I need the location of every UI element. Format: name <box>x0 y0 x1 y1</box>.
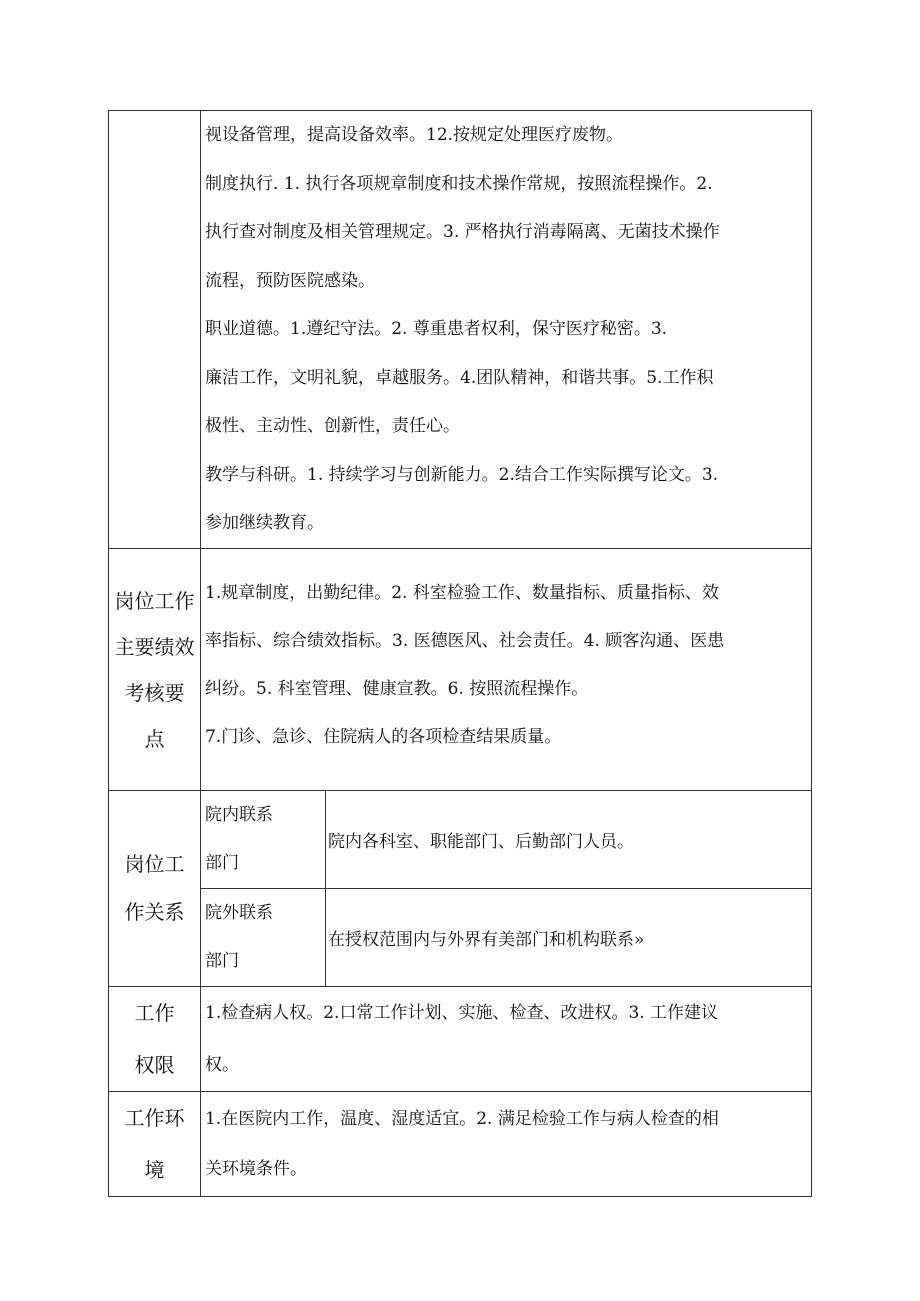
duties-line: 教学与科研。1. 持续学习与创新能力。2.结合工作实际撰写论文。3. <box>205 464 719 485</box>
environment-line: 关环境条件。 <box>205 1158 307 1179</box>
job-description-table <box>108 110 812 1197</box>
authority-content <box>201 986 812 1091</box>
relations-label: 岗位工 作关系 <box>109 790 201 986</box>
internal-contact-text: 院内各科室、职能部门、后勤部门人员。 <box>326 790 812 888</box>
environment-row <box>109 1091 812 1196</box>
performance-line: 率指标、综合绩效指标。3. 医德医风、社会责任。4. 顾客沟通、医患 <box>205 630 725 651</box>
duties-line: 制度执行. 1. 执行各项规章制度和技术操作常规，按照流程操作。2. <box>205 173 713 194</box>
duties-continuation-row <box>109 111 812 549</box>
duties-line: 廉洁工作，文明礼貌，卓越服务。4.团队精神，和谐共事。5.工作积 <box>205 367 714 388</box>
external-contact-label: 院外联系 部门 <box>201 888 326 986</box>
environment-line: 1.在医院内工作，温度、湿度适宜。2. 满足检验工作与病人检查的相 <box>205 1108 719 1129</box>
performance-line: 纠纷。5. 科室管理、健康宣教。6. 按照流程操作。 <box>205 678 589 699</box>
relations-internal-row <box>109 790 812 888</box>
authority-row <box>109 986 812 1091</box>
duties-line: 职业道德。1.遵纪守法。2. 尊重患者权利，保守医疗秘密。3. <box>205 319 668 339</box>
duties-line: 视设备管理，提高设备效率。12.按规定处理医疗废物。 <box>205 125 624 145</box>
external-contact-text: 在授权范围内与外界有美部门和机构联系» <box>326 888 812 986</box>
authority-line: 权。 <box>205 1054 239 1075</box>
duties-line: 参加继续教育。 <box>205 513 324 533</box>
relations-external-row <box>109 888 812 986</box>
duties-line: 执行查对制度及相关管理规定。3. 严格执行消毒隔离、无菌技术操作 <box>205 222 720 242</box>
duties-line: 流程，预防医院感染。 <box>205 270 375 291</box>
performance-line: 1.规章制度，出勤纪律。2. 科室检验工作、数量指标、质量指标、效 <box>205 582 719 603</box>
duties-label-cell <box>109 111 201 549</box>
internal-contact-label: 院内联系 部门 <box>201 790 326 888</box>
performance-content <box>201 548 812 790</box>
environment-content <box>201 1091 812 1196</box>
authority-label: 工作 权限 <box>109 986 201 1091</box>
performance-row <box>109 548 812 790</box>
performance-label: 岗位工作 主要绩效 考核要 点 <box>109 548 201 790</box>
duties-content-cell <box>201 111 812 549</box>
environment-label: 工作环 境 <box>109 1091 201 1196</box>
authority-line: 1.检查病人权。2.口常工作计划、实施、检查、改进权。3. 工作建议 <box>205 1002 719 1023</box>
performance-line: 7.门诊、急诊、住院病人的各项检查结果质量。 <box>205 726 562 747</box>
duties-line: 极性、主动性、创新性，责任心。 <box>205 416 460 436</box>
